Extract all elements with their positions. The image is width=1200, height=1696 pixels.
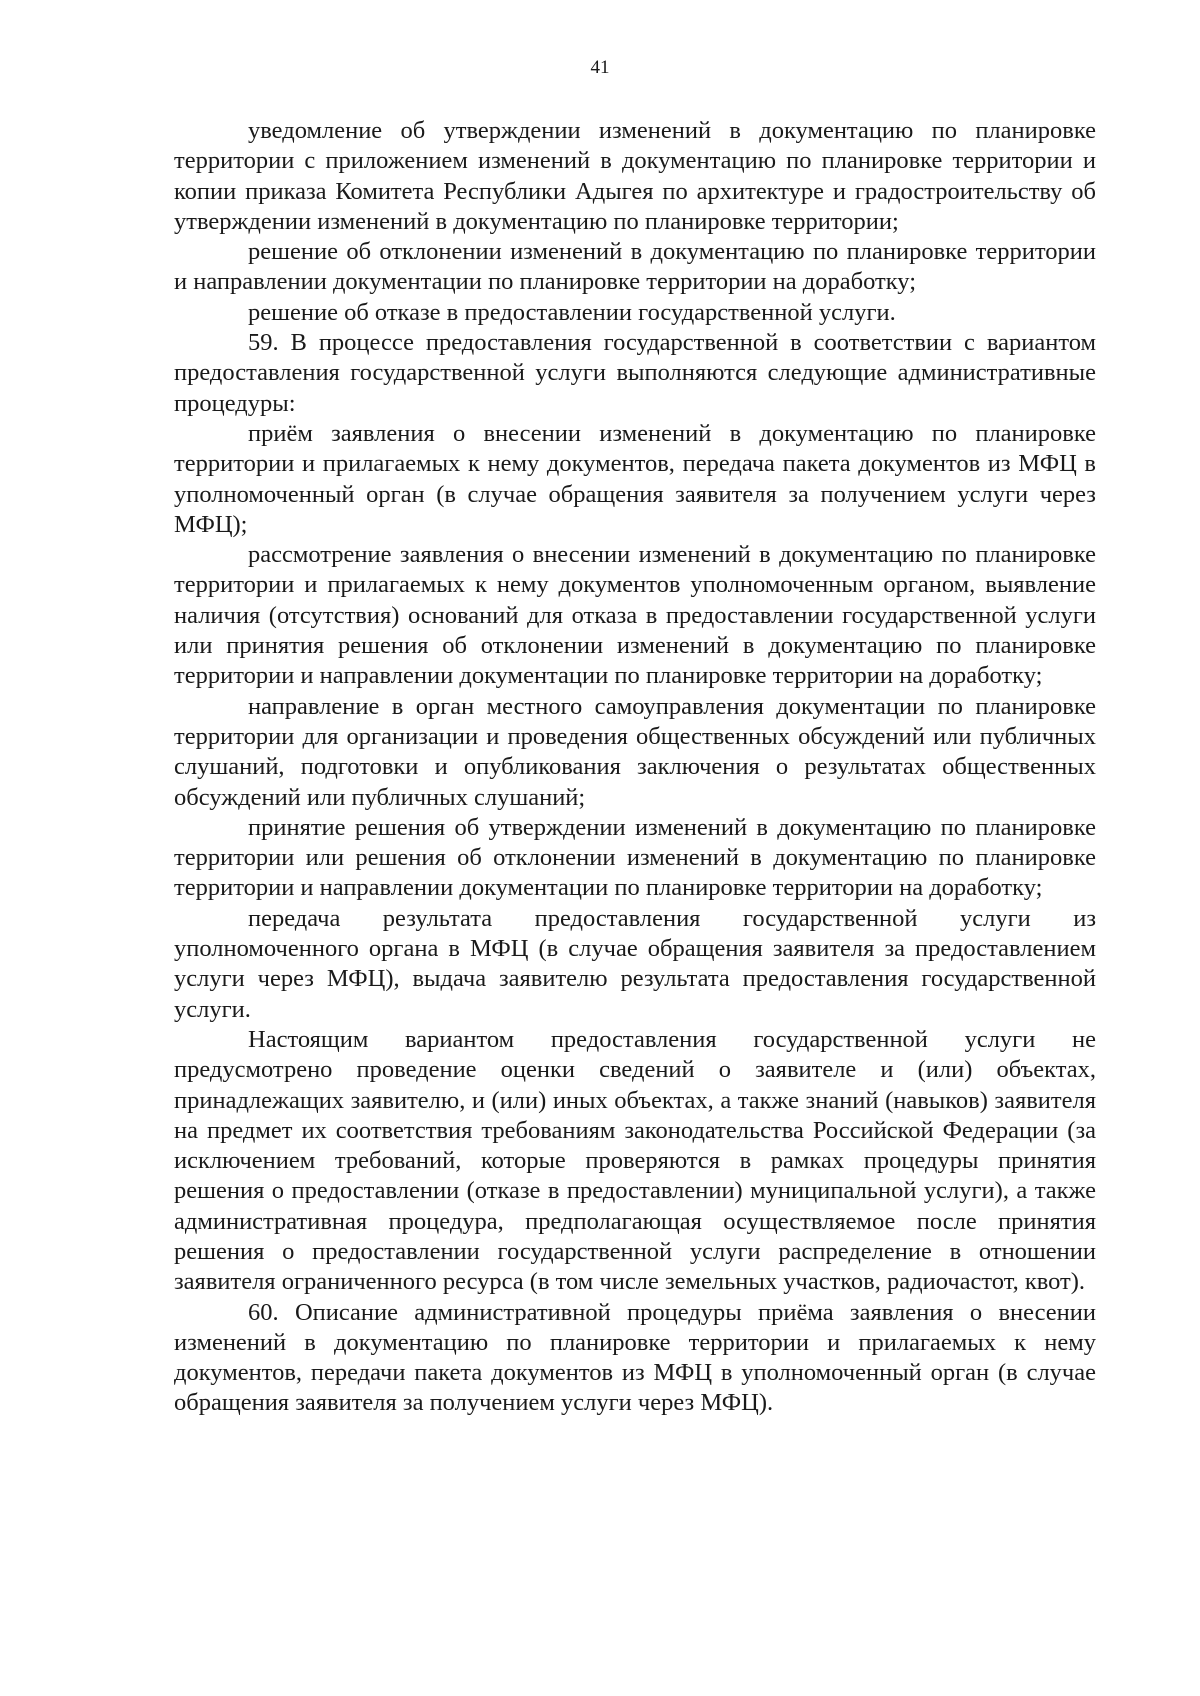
- document-body: [174, 116, 1096, 1419]
- paragraph-procedure-hearings: направление в орган местного самоуправления документации по планировке территории для организации и проведения общественных обсуждений или публичных слушаний, подготовки и опубликования заключения о результатах общественных обсуждений или публичных слушаний;: [174, 692, 1096, 811]
- paragraph-procedure-result-transfer: передача результата предоставления государственной услуги из уполномоченного органа в МФЦ (в случае обращения заявителя за предоставлением услуги через МФЦ), выдача заявителю результата предоставления государственной услуги.: [174, 904, 1096, 1023]
- paragraph-item-60: 60. Описание административной процедуры приёма заявления о внесении изменений в документацию по планировке территории и прилагаемых к нему документов, передачи пакета документов из МФЦ в уполномоченный орган (в случае обращения заявителя за получением услуги через МФЦ).: [174, 1298, 1096, 1417]
- paragraph-rejection-decision: решение об отклонении изменений в документацию по планировке территории и направлении документации по планировке территории на доработку;: [174, 238, 1096, 296]
- paragraph-procedure-review: рассмотрение заявления о внесении изменений в документацию по планировке территории и прилагаемых к нему документов уполномоченным органом, выявление наличия (отсутствия) оснований для отказа в предоставлении государственной услуги или принятия решения об отклонении изменений в документацию по планировке территории и направлении документации по планировке территории на доработку;: [174, 541, 1096, 690]
- paragraph-procedure-decision: принятие решения об утверждении изменений в документацию по планировке территории или решения об отклонении изменений в документацию по планировке территории и направлении документации по планировке территории на доработку;: [174, 813, 1096, 902]
- paragraph-item-59: 59. В процессе предоставления государственной в соответствии с вариантом предоставления государственной услуги выполняются следующие административные процедуры:: [174, 329, 1096, 417]
- paragraph-no-assessment: Настоящим вариантом предоставления государственной услуги не предусмотрено проведение оценки сведений о заявителе и (или) объектах, принадлежащих заявителю, и (или) иных объектах, а также знаний (навыков) заявителя на предмет их соответствия требованиям законодательства Российской Федерации (за исключением требований, которые проверяются в рамках процедуры принятия решения о предоставлении (отказе в предоставлении) муниципальной услуги), а также административная процедура, предполагающая осуществляемое после принятия решения о предоставлении государственной услуги распределение в отношении заявителя ограниченного ресурса (в том числе земельных участков, радиочастот, квот).: [174, 1025, 1096, 1296]
- paragraph-approval-notice: уведомление об утверждении изменений в документацию по планировке территории с приложением изменений в документацию по планировке территории и копии приказа Комитета Республики Адыгея по архитектуре и градостроительству об утверждении изменений в документацию по планировке территории;: [174, 117, 1096, 235]
- page-number: 41: [590, 57, 610, 78]
- paragraph-procedure-reception: приём заявления о внесении изменений в документацию по планировке территории и прилагаемых к нему документов, передача пакета документов из МФЦ в уполномоченный орган (в случае обращения заявителя за получением услуги через МФЦ);: [174, 419, 1096, 538]
- paragraph-refusal-decision: решение об отказе в предоставлении государственной услуги.: [248, 298, 896, 326]
